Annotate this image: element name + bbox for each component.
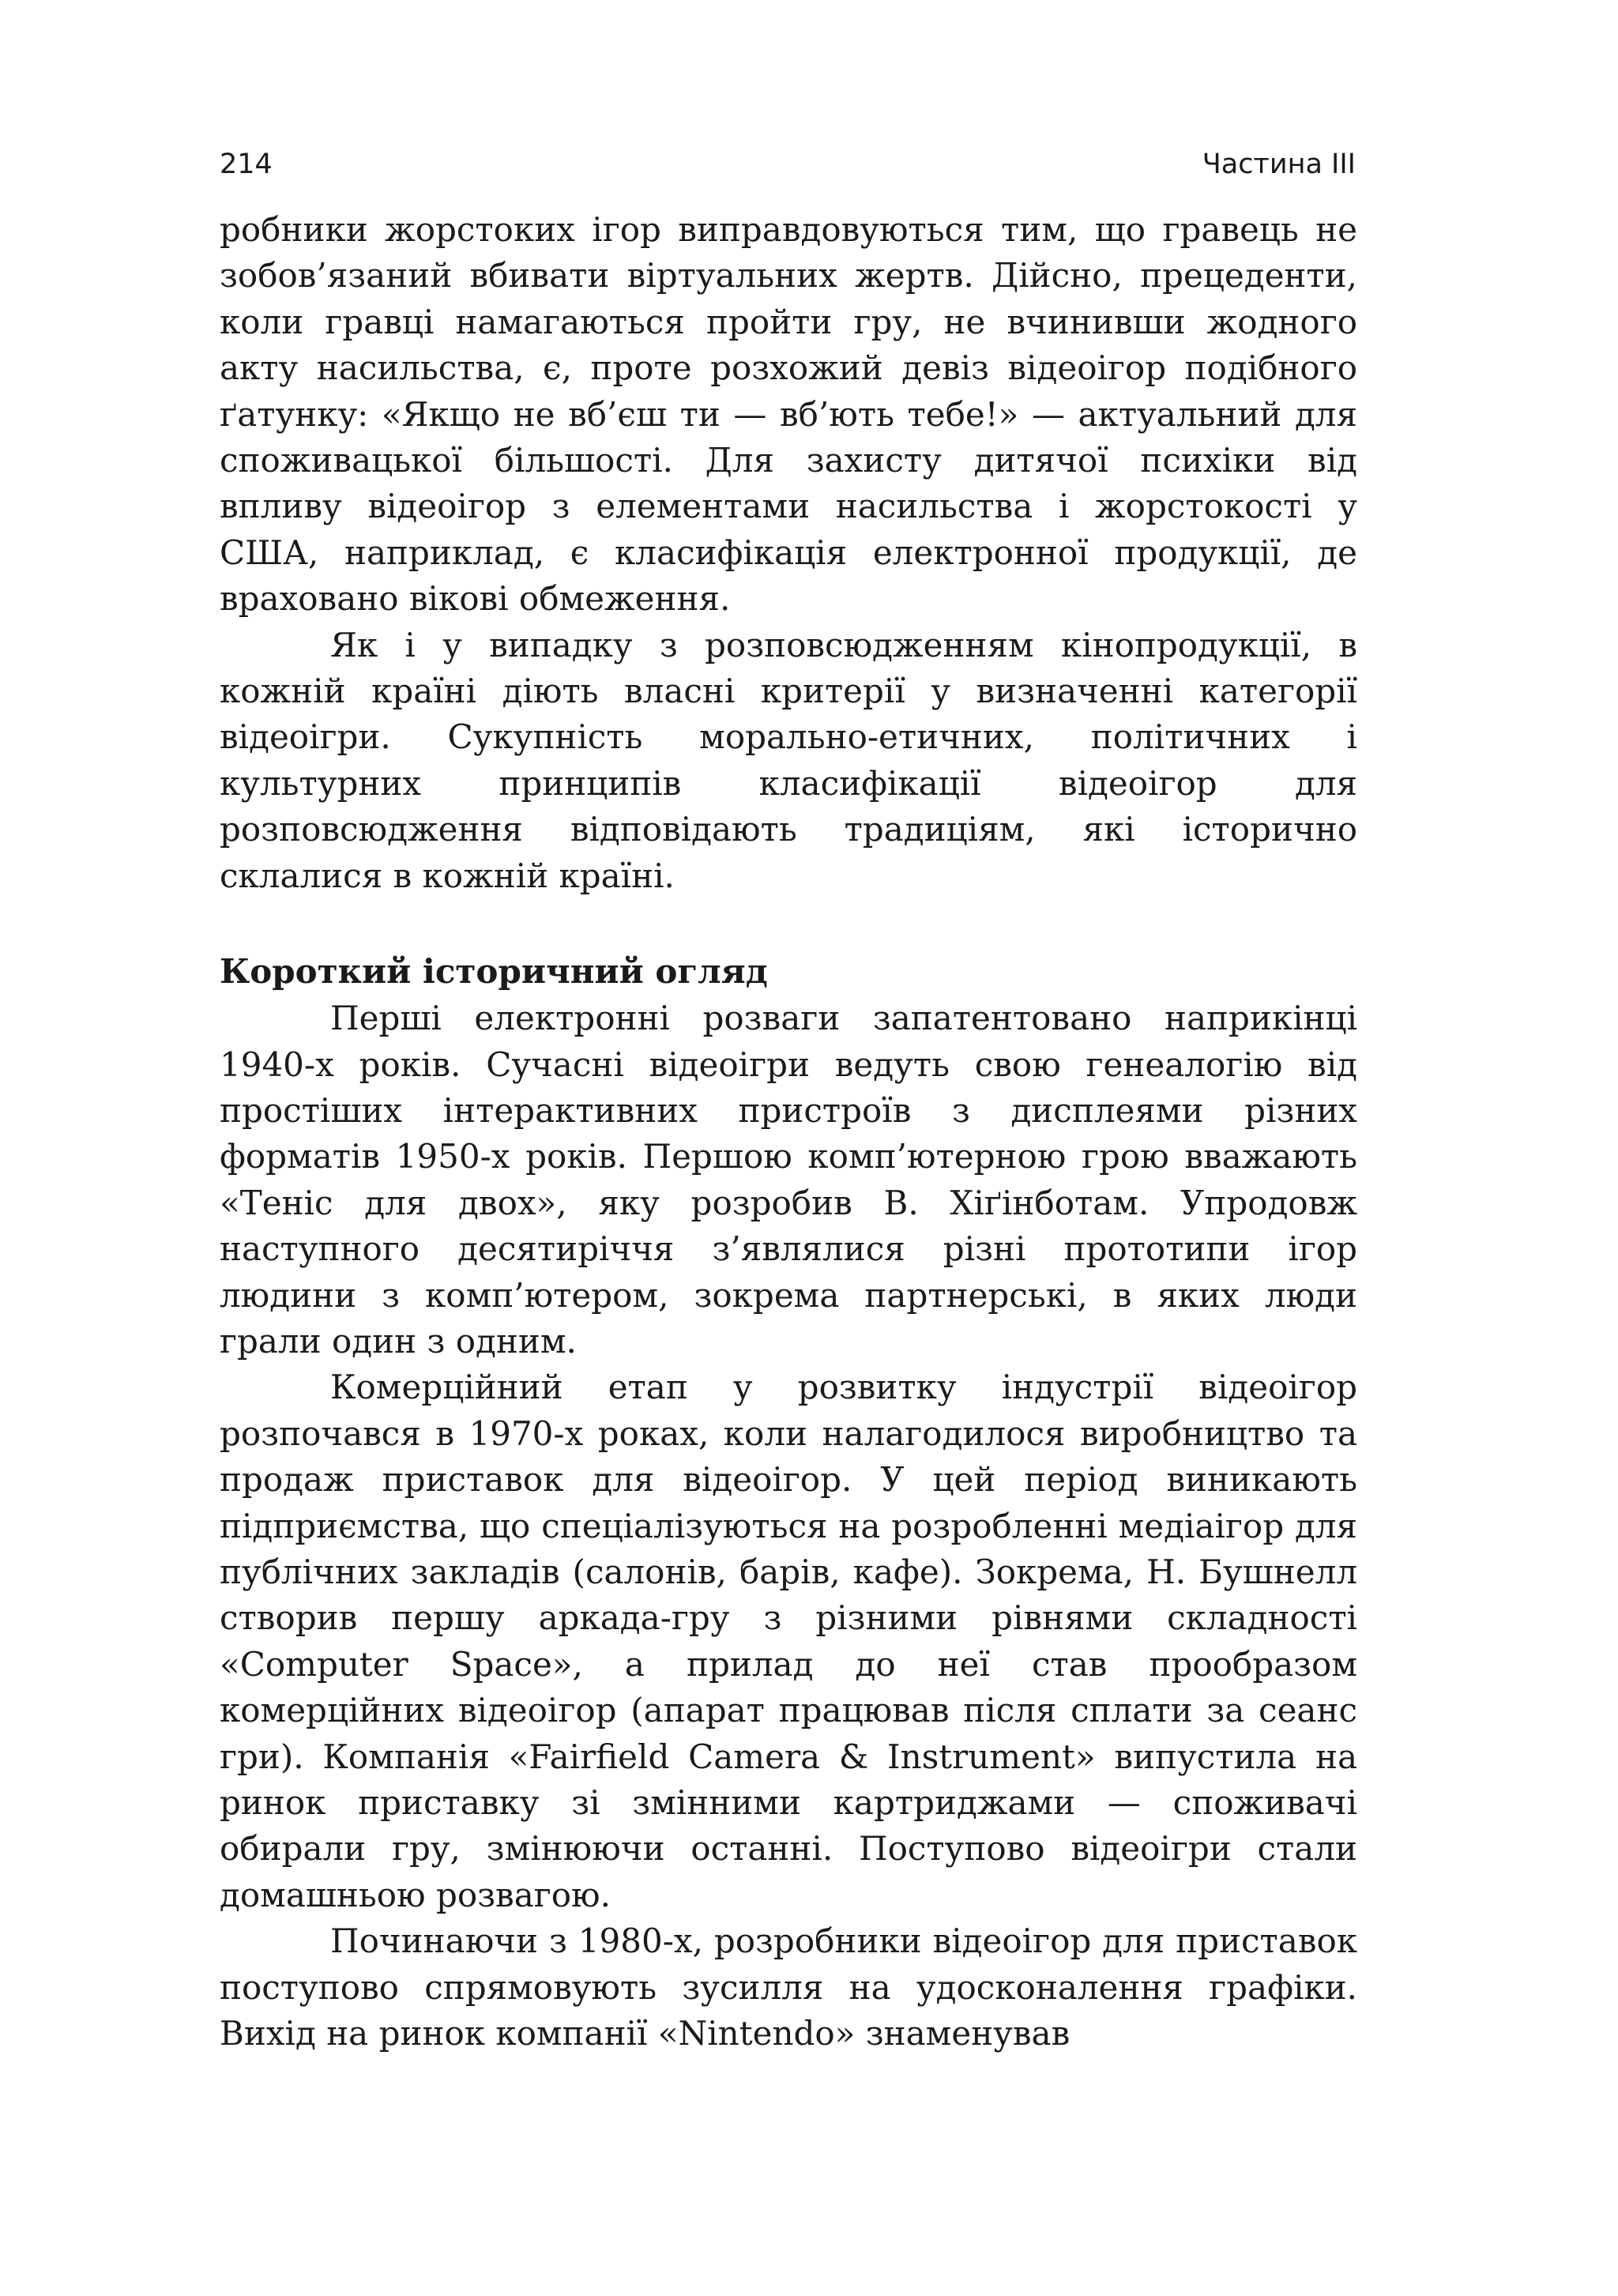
running-head [220, 149, 1356, 191]
paragraph-classification: Як і у випадку з розповсюдженням кінопродукції, в кожній країні діють власні критерії у визначенні категорії відеоігри. Сукупність морально-етичних, політичних і культурних принципів класифікації відеоігор для розповсюдження відповідають традиціям, які історично склалися в кожній країні. [220, 625, 1357, 895]
paragraph-continued: робники жорстоких ігор виправдовуються тим, що гравець не зобов’язаний вбивати віртуальних жертв. Дійсно, прецеденти, коли гравці намагаються пройти гру, не вчинивши жодного акту насильства, є, проте розхожий девіз відеоігор подібного ґатунку: «Якщо не вб’єш ти — вб’ють тебе!» — актуальний для споживацької більшості. Для захисту дитячої психіки від впливу відеоігор з елементами насильства і жорстокості у США, наприклад, є класифікація електронної продукції, де враховано вікові обмеження. [220, 210, 1357, 619]
paragraph-early-history: Перші електронні розваги запатентовано наприкінці 1940-х років. Сучасні відеоігри ведуть свою генеалогію від простіших інтерактивних пристроїв з дисплеями різних форматів 1950-х років. Першою комп’ютерною грою вважають «Теніс для двох», яку розробив В. Хіґінботам. Упродовж наступного десятиріччя з’являлися різні прототипи ігор людини з комп’ютером, зокрема партнерські, в яких люди грали один з одним. [220, 999, 1357, 1361]
section-heading: Короткий історичний огляд [220, 952, 768, 992]
body-text [220, 207, 1357, 2057]
paragraph-1980s: Починаючи з 1980-х, розробники відеоігор для приставок поступово спрямовують зусилля на удосконалення графіки. Вихід на ринок компанії «Nintendo» знаменував [220, 1921, 1357, 2053]
paragraph-commercial-stage: Комерційний етап у розвитку індустрії відеоігор розпочався в 1970-х роках, коли налагодилося виробництво та продаж приставок для відеоігор. У цей період виникають підприємства, що спеціалізуються на розробленні медіаігор для публічних закладів (салонів, барів, кафе). Зокрема, Н. Бушнелл створив першу аркада-гру з різними рівнями складності «Computer Space», а прилад до неї став прообразом комерційних відеоігор (апарат працював після сплати за сеанс гри). Компанія «Fairfield Camera & Instrument» випустила на ринок приставку зі змінними картриджами — споживачі обирали гру, змінюючи останні. Поступово відеоігри стали домашньою розвагою. [220, 1368, 1357, 1914]
part-title: Частина III [1202, 149, 1356, 180]
page-number: 214 [220, 149, 273, 180]
